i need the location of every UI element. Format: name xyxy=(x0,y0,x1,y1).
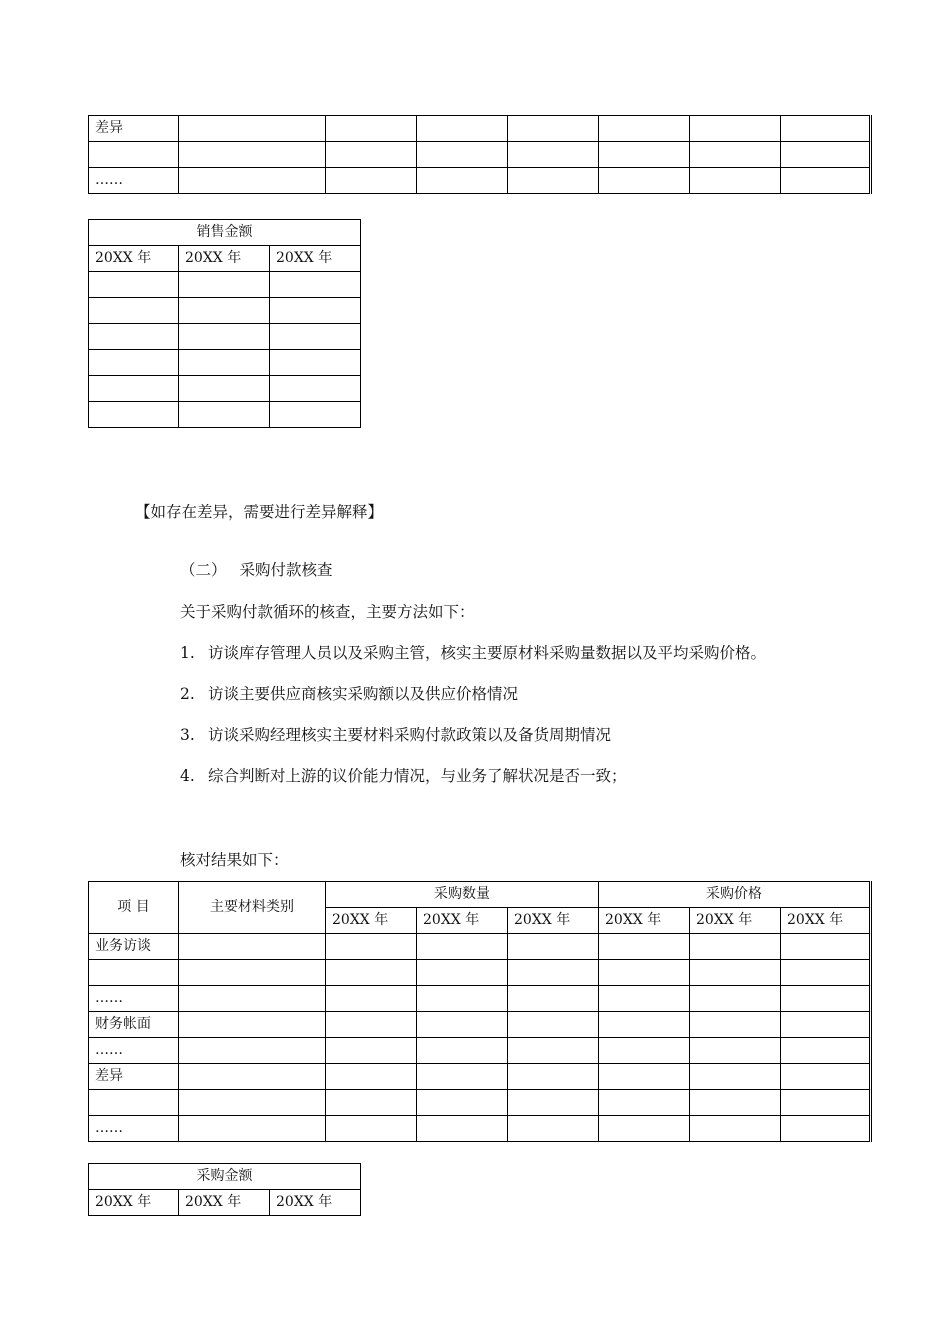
list-item xyxy=(180,723,611,745)
table-row xyxy=(89,934,871,960)
year-cell: 20XX 年 xyxy=(179,246,270,272)
result-intro: 核对结果如下： xyxy=(180,851,289,869)
table-header-row xyxy=(89,220,361,246)
list-text: 访谈主要供应商核实采购额以及供应价格情况 xyxy=(208,685,519,703)
purchase-amount-table xyxy=(88,1163,361,1216)
year-cell: 20XX 年 xyxy=(270,246,361,272)
row-label: …… xyxy=(89,986,179,1012)
table-row xyxy=(89,142,871,168)
table-row xyxy=(89,324,361,350)
row-label: 差异 xyxy=(89,1064,179,1090)
table-row xyxy=(89,1090,871,1116)
row-label: …… xyxy=(89,1038,179,1064)
list-text: 综合判断对上游的议价能力情况，与业务了解状况是否一致； xyxy=(208,767,627,785)
year-cell: 20XX 年 xyxy=(508,908,599,934)
table-row xyxy=(89,1038,871,1064)
intro-paragraph: 关于采购付款循环的核查，主要方法如下： xyxy=(180,603,475,621)
header-price: 采购价格 xyxy=(599,882,871,908)
list-number: 1. xyxy=(180,644,195,662)
section-title: 采购付款核查 xyxy=(239,561,333,579)
row-label xyxy=(89,142,179,168)
top-table xyxy=(88,115,872,194)
table-row xyxy=(89,1116,871,1142)
table-row xyxy=(89,1064,871,1090)
list-number: 4. xyxy=(180,767,195,785)
year-cell: 20XX 年 xyxy=(781,908,871,934)
list-item xyxy=(180,764,627,786)
row-label xyxy=(89,1090,179,1116)
row-label: …… xyxy=(89,1116,179,1142)
table-row xyxy=(89,350,361,376)
header-category: 主要材料类别 xyxy=(179,882,326,934)
list-number: 2. xyxy=(180,685,195,703)
table-row xyxy=(89,402,361,428)
year-cell: 20XX 年 xyxy=(89,246,179,272)
sales-amount-table xyxy=(88,219,361,428)
purchase-amount-header: 采购金额 xyxy=(89,1164,361,1190)
list-item xyxy=(180,682,518,704)
section-number: （二） xyxy=(180,561,227,579)
header-quantity: 采购数量 xyxy=(326,882,599,908)
row-label xyxy=(89,960,179,986)
table-header-row xyxy=(89,882,871,908)
year-cell: 20XX 年 xyxy=(179,1190,270,1216)
list-item xyxy=(180,641,766,663)
purchase-table xyxy=(88,881,872,1142)
sales-amount-header: 销售金额 xyxy=(89,220,361,246)
year-cell: 20XX 年 xyxy=(270,1190,361,1216)
table-year-row xyxy=(89,246,361,272)
list-text: 访谈采购经理核实主要材料采购付款政策以及备货周期情况 xyxy=(208,726,612,744)
year-cell: 20XX 年 xyxy=(326,908,417,934)
table-row xyxy=(89,168,871,194)
list-text: 访谈库存管理人员以及采购主管，核实主要原材料采购量数据以及平均采购价格。 xyxy=(208,644,767,662)
table-row xyxy=(89,116,871,142)
table-header-row xyxy=(89,1164,361,1190)
row-label: 差异 xyxy=(89,116,179,142)
difference-note: 【如存在差异，需要进行差异解释】 xyxy=(135,503,384,521)
table-row xyxy=(89,986,871,1012)
table-row xyxy=(89,272,361,298)
section-heading xyxy=(180,558,332,580)
table-year-row xyxy=(89,1190,361,1216)
table-row xyxy=(89,1012,871,1038)
row-label: …… xyxy=(89,168,179,194)
row-label: 财务帐面 xyxy=(89,1012,179,1038)
header-item: 项 目 xyxy=(89,882,179,934)
year-cell: 20XX 年 xyxy=(89,1190,179,1216)
table-row xyxy=(89,960,871,986)
year-cell: 20XX 年 xyxy=(417,908,508,934)
list-number: 3. xyxy=(180,726,195,744)
row-label: 业务访谈 xyxy=(89,934,179,960)
table-row xyxy=(89,376,361,402)
table-row xyxy=(89,298,361,324)
year-cell: 20XX 年 xyxy=(599,908,690,934)
year-cell: 20XX 年 xyxy=(690,908,781,934)
